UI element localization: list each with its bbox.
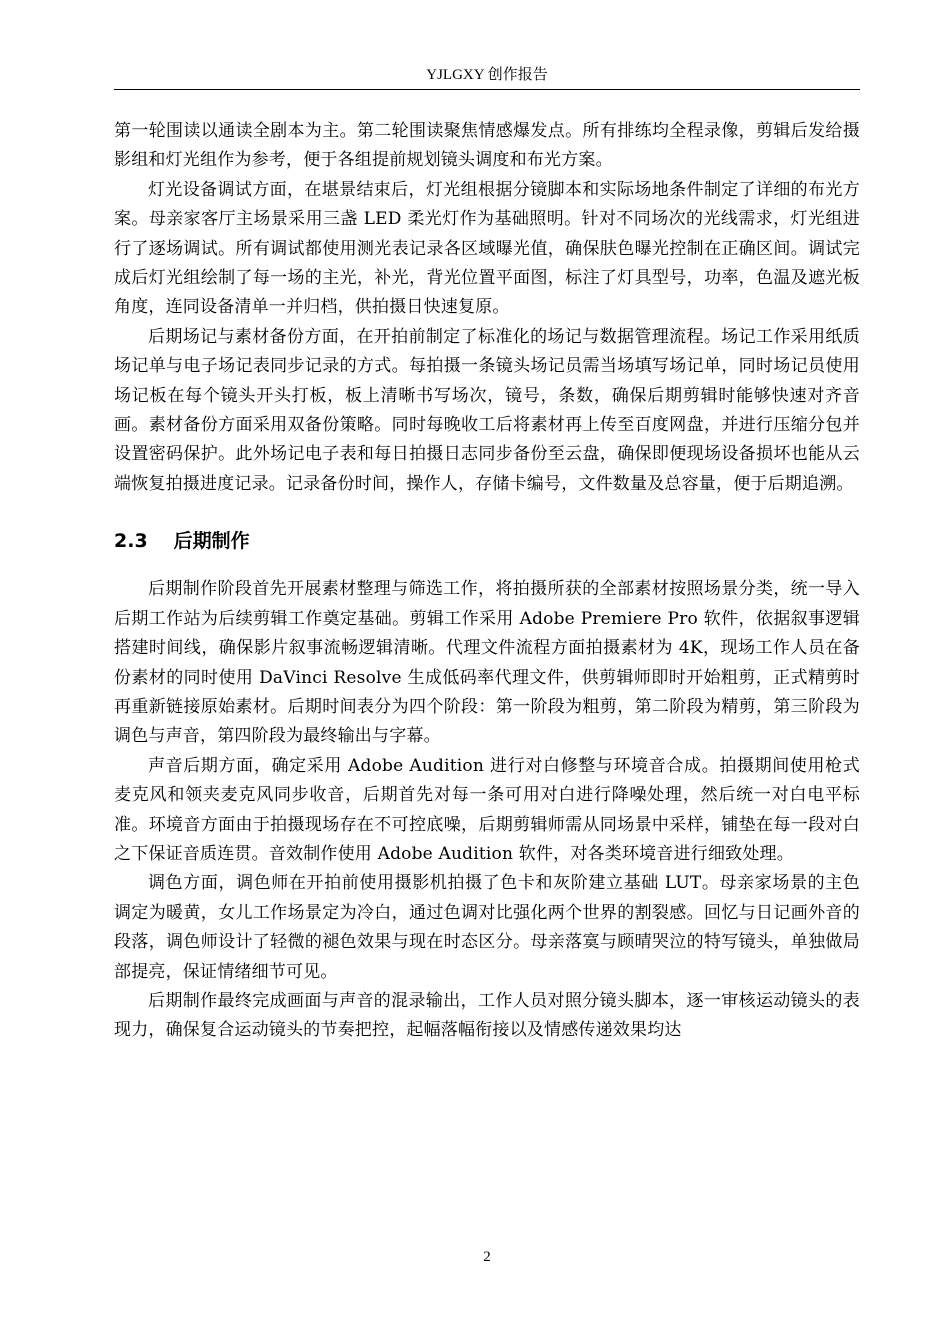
paragraph-editing: 后期制作阶段首先开展素材整理与筛选工作，将拍摄所获的全部素材按照场景分类，统一导入后期工作站为后续剪辑工作奠定基础。剪辑工作采用 Adobe Premiere Pro 软件，依据叙事逻辑搭建时间线，确保影片叙事流畅逻辑清晰。代理文件流程方面拍摄素材为 4K，现场工作人员在备份素材的同时使用 DaVinci Resolve 生成低码率代理文件，供剪辑师即时开始粗剪，正式精剪时再重新链接原始素材。后期时间表分为四个阶段：第一阶段为粗剪，第二阶段为精剪，第三阶段为调色与声音，第四阶段为最终输出与字幕。 — [114, 579, 860, 747]
running-header: YJLGXY 创作报告 — [426, 67, 548, 83]
section-title: 后期制作 — [173, 530, 250, 553]
paragraph-final-mix: 后期制作最终完成画面与声音的混录输出，工作人员对照分镜头脚本，逐一审核运动镜头的表现力，确保复合运动镜头的节奏把控，起幅落幅衔接以及情感传递效果均达 — [114, 990, 860, 1041]
paragraph-script-supervision: 后期场记与素材备份方面，在开拍前制定了标准化的场记与数据管理流程。场记工作采用纸质场记单与电子场记表同步记录的方式。每拍摄一条镜头场记员需当场填写场记单，同时场记员使用场记板在每个镜头开头打板，板上清晰书写场次，镜号，条数，确保后期剪辑时能够快速对齐音画。素材备份方面采用双备份策略。同时每晚收工后将素材再上传至百度网盘，并进行压缩分包并设置密码保护。此外场记电子表和每日拍摄日志同步备份至云盘，确保即便现场设备损坏也能从云端恢复拍摄进度记录。记录备份时间，操作人，存储卡编号，文件数量及总容量，便于后期追溯。 — [114, 326, 860, 494]
section-heading — [114, 527, 860, 555]
paragraph-lighting: 灯光设备调试方面，在堪景结束后，灯光组根据分镜脚本和实际场地条件制定了详细的布光方案。母亲家客厅主场景采用三盏 LED 柔光灯作为基础照明。针对不同场次的光线需求，灯光组进行了逐场调试。所有调试都使用测光表记录各区域曝光值，确保肤色曝光控制在正确区间。调试完成后灯光组绘制了每一场的主光，补光，背光位置平面图，标注了灯具型号，功率，色温及遮光板角度，连同设备清单一并归档，供拍摄日快速复原。 — [114, 179, 860, 318]
section-number: 2.3 — [114, 530, 148, 553]
paragraph-rehearsal: 第一轮围读以通读全剧本为主。第二轮围读聚焦情感爆发点。所有排练均全程录像，剪辑后发给摄影组和灯光组作为参考，便于各组提前规划镜头调度和布光方案。 — [114, 121, 860, 171]
document-body — [114, 117, 860, 1046]
paragraph-color-grading: 调色方面，调色师在开拍前使用摄影机拍摄了色卡和灰阶建立基础 LUT。母亲家场景的主色调定为暖黄，女儿工作场景定为冷白，通过色调对比强化两个世界的割裂感。回忆与日记画外音的段落，调色师设计了轻微的褪色效果与现在时态区分。母亲落寞与顾晴哭泣的特写镜头，单独做局部提亮，保证情绪细节可见。 — [114, 873, 860, 982]
paragraph-sound: 声音后期方面，确定采用 Adobe Audition 进行对白修整与环境音合成。拍摄期间使用枪式麦克风和领夹麦克风同步收音，后期首先对每一条可用对白进行降噪处理，然后统一对白电平标准。环境音方面由于拍摄现场存在不可控底噪，后期剪辑师需从同场景中采样，铺垫在每一段对白之下保证音质连贯。音效制作使用 Adobe Audition 软件，对各类环境音进行细致处理。 — [114, 755, 860, 864]
header-divider — [114, 89, 860, 90]
page-number: 2 — [483, 1249, 491, 1265]
